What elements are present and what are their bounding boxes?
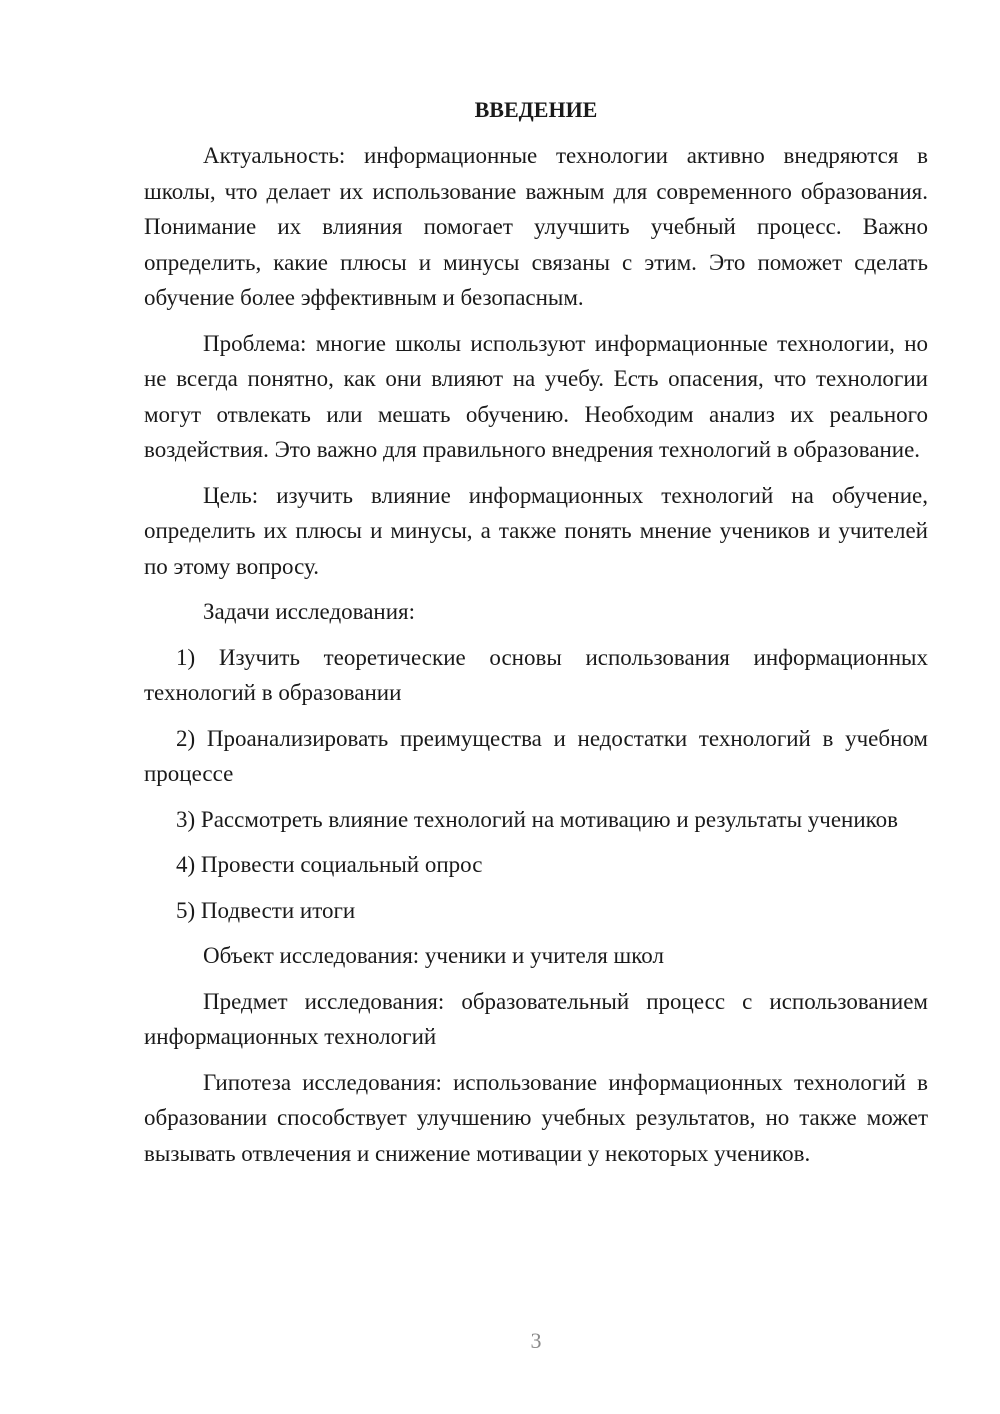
page-content — [144, 92, 928, 1181]
task-item: 2) Проанализировать преимущества и недостатки технологий в учебном процессе — [144, 725, 928, 786]
task-item: 4) Провести социальный опрос — [176, 852, 483, 877]
subject-paragraph: Предмет исследования: образовательный процесс с использованием информационных технологий — [144, 988, 928, 1049]
task-item: 5) Подвести итоги — [176, 897, 356, 923]
task-item: 3) Рассмотреть влияние технологий на мотивацию и результаты учеников — [176, 806, 899, 832]
page-number: 3 — [530, 1328, 542, 1353]
hypothesis-paragraph: Гипотеза исследования: использование информационных технологий в образовании способствует улучшению учебных результатов, но также может вызывать отвлечения и снижение мотивации у некоторых учеников. — [144, 1069, 928, 1166]
section-heading: ВВЕДЕНИЕ — [474, 97, 598, 122]
goal-paragraph: Цель: изучить влияние информационных технологий на обучение, определить их плюсы и минусы, а также понять мнение учеников и учителей по этому вопросу. — [144, 482, 928, 579]
task-item: 1) Изучить теоретические основы использования информационных технологий в образовании — [144, 644, 928, 705]
tasks-title: Задачи исследования: — [203, 599, 416, 624]
relevance-paragraph: Актуальность: информационные технологии активно внедряются в школы, что делает их использование важным для современного образования. Понимание их влияния помогает улучшить учебный процесс. Важно определить, какие плюсы и минусы связаны с этим. Это поможет сделать обучение более эффективным и безопасным. — [144, 143, 928, 310]
object-paragraph: Объект исследования: ученики и учителя школ — [203, 943, 664, 968]
problem-paragraph: Проблема: многие школы используют информационные технологии, но не всегда понятно, как они влияют на учебу. Есть опасения, что технологии могут отвлекать или мешать обучению. Необходим анализ их реального воздействия. Это важно для правильного внедрения технологий в образование. — [144, 330, 928, 462]
